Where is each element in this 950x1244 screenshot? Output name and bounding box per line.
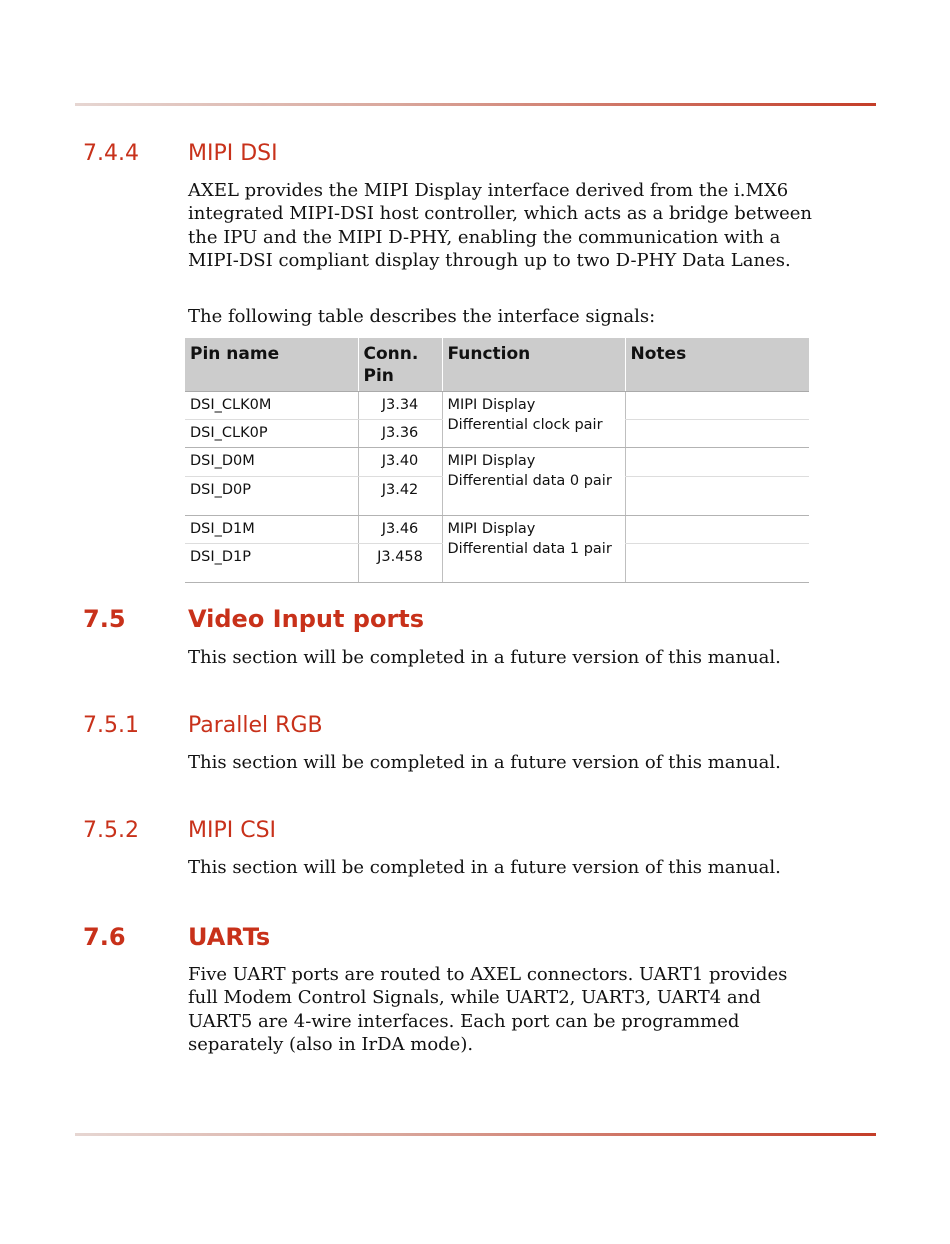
parallel-rgb-text: This section will be completed in a future version of this manual. — [188, 752, 781, 773]
notes-cell — [625, 544, 809, 583]
section-title: MIPI CSI — [188, 818, 277, 843]
video-input-text: This section will be completed in a future version of this manual. — [188, 647, 781, 668]
notes-cell — [625, 392, 809, 420]
section-title: MIPI DSI — [188, 141, 278, 166]
conn-pin-cell: J3.34 — [358, 392, 442, 420]
header-function: Function — [442, 338, 625, 392]
pin-name-cell: DSI_D1P — [185, 544, 358, 583]
table-row — [185, 516, 809, 544]
header-rule — [75, 103, 876, 106]
pin-name-cell: DSI_D0M — [185, 448, 358, 477]
conn-pin-cell: J3.36 — [358, 420, 442, 448]
section-title: UARTs — [188, 923, 271, 951]
section-number: 7.5 — [83, 605, 126, 633]
mipi-dsi-description: AXEL provides the MIPI Display interface derived from the i.MX6 integrated MIPI-DSI host controller, which acts as a bridge between the IPU and the MIPI D-PHY, enabling the communication with a MIPI-DSI compliant display through up to two D-PHY Data Lanes. — [188, 180, 813, 272]
function-cell: MIPI Display Differential data 1 pair — [442, 516, 625, 583]
function-cell: MIPI Display Differential data 0 pair — [442, 448, 625, 516]
pin-name-cell: DSI_D1M — [185, 516, 358, 544]
section-number: 7.4.4 — [83, 141, 139, 166]
conn-pin-cell: J3.46 — [358, 516, 442, 544]
pin-name-cell: DSI_CLK0M — [185, 392, 358, 420]
conn-pin-cell: J3.40 — [358, 448, 442, 477]
section-number: 7.5.2 — [83, 818, 139, 843]
notes-cell — [625, 477, 809, 516]
section-title: Parallel RGB — [188, 713, 323, 738]
section-title: Video Input ports — [188, 605, 425, 633]
section-number: 7.6 — [83, 923, 126, 951]
conn-pin-cell: J3.458 — [358, 544, 442, 583]
header-pin-name: Pin name — [185, 338, 358, 392]
table-header-row — [185, 338, 809, 392]
notes-cell — [625, 448, 809, 477]
conn-pin-cell: J3.42 — [358, 477, 442, 516]
table-row — [185, 392, 809, 420]
notes-cell — [625, 516, 809, 544]
pin-name-cell: DSI_CLK0P — [185, 420, 358, 448]
notes-cell — [625, 420, 809, 448]
pin-name-cell: DSI_D0P — [185, 477, 358, 516]
footer-rule — [75, 1133, 876, 1136]
header-conn-pin: Conn. Pin — [358, 338, 442, 392]
mipi-csi-text: This section will be completed in a future version of this manual. — [188, 857, 781, 878]
table-intro: The following table describes the interface signals: — [188, 306, 656, 327]
dsi-signals-table — [185, 338, 809, 583]
uarts-text: Five UART ports are routed to AXEL connectors. UART1 provides full Modem Control Signals, while UART2, UART3, UART4 and UART5 are 4-wire interfaces. Each port can be programmed separately (also in IrDA mode). — [188, 964, 788, 1056]
header-notes: Notes — [625, 338, 809, 392]
function-cell: MIPI Display Differential clock pair — [442, 392, 625, 448]
table-row — [185, 448, 809, 477]
section-number: 7.5.1 — [83, 713, 139, 738]
